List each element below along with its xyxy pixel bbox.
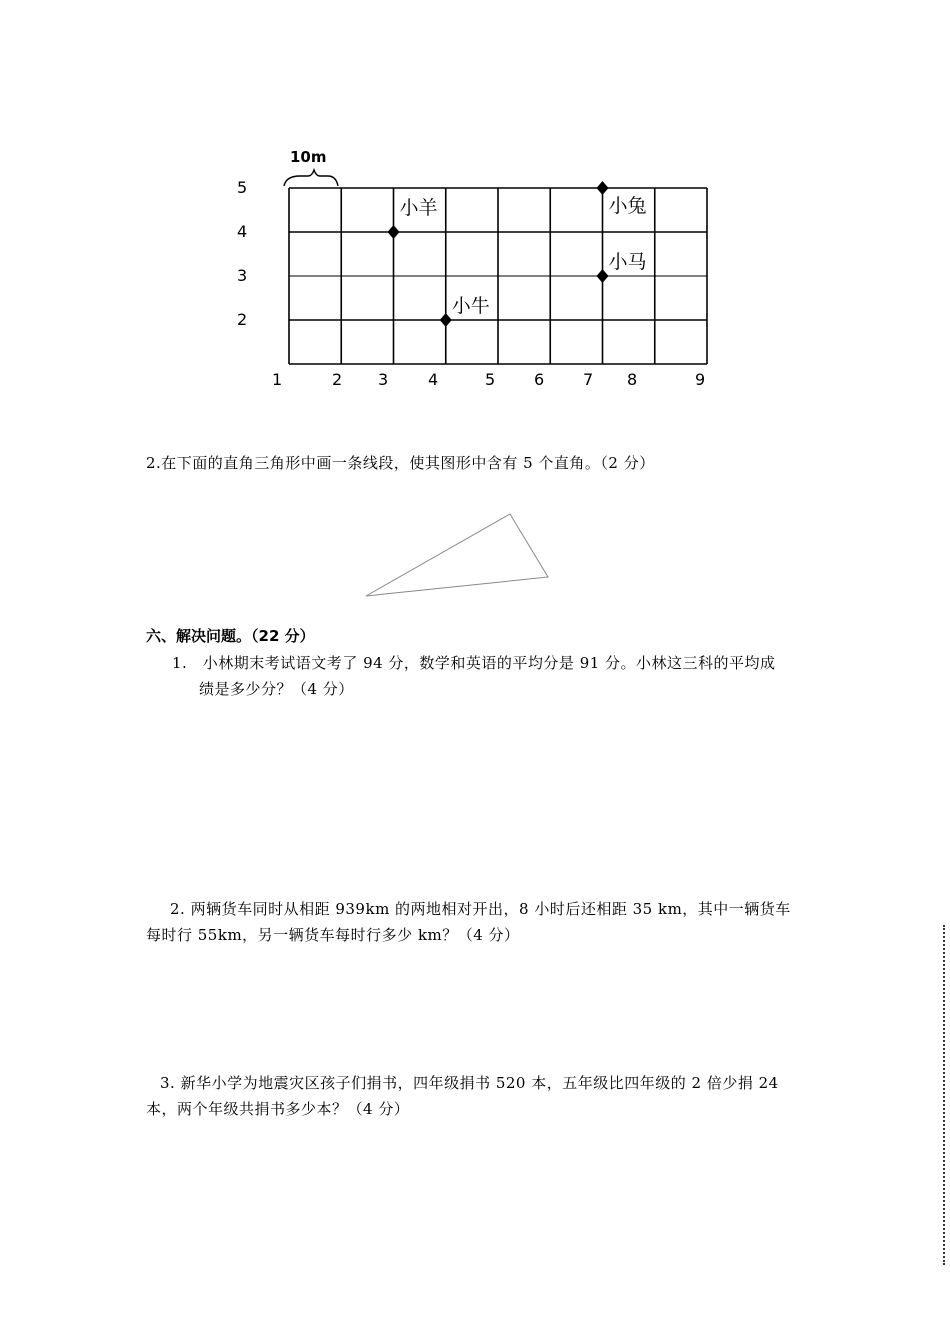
y-tick-label: 2 bbox=[237, 310, 248, 329]
y-axis-labels bbox=[237, 178, 247, 329]
scale-label: 10m bbox=[290, 148, 327, 166]
x-tick-label: 6 bbox=[534, 370, 545, 389]
x-tick-label: 3 bbox=[378, 370, 389, 389]
problem-2-line2: 每时行 55km，另一辆货车每时行多少 km？（4 分） bbox=[146, 926, 520, 944]
x-tick-label: 9 bbox=[695, 370, 706, 389]
problem-2 bbox=[146, 896, 791, 948]
grid-point bbox=[440, 295, 490, 327]
problem-3-line1: 3. 新华小学为地震灾区孩子们捐书，四年级捐书 520 本，五年级比四年级的 2 倍少捐 24 bbox=[160, 1074, 779, 1092]
x-tick-label: 5 bbox=[485, 370, 496, 389]
problem-3 bbox=[146, 1070, 779, 1122]
y-tick-label: 3 bbox=[237, 266, 248, 285]
point-marker bbox=[597, 181, 609, 195]
problem-1 bbox=[172, 650, 776, 702]
x-tick-label: 4 bbox=[428, 370, 439, 389]
grid-point bbox=[597, 251, 647, 283]
y-tick-label: 4 bbox=[237, 222, 248, 241]
point-marker bbox=[440, 313, 452, 327]
triangle-shape bbox=[366, 514, 548, 596]
grid-point bbox=[597, 181, 647, 217]
scale-brace bbox=[284, 170, 338, 186]
question-2-text: 2.在下面的直角三角形中画一条线段，使其图形中含有 5 个直角。（2 分） bbox=[146, 454, 655, 472]
right-triangle bbox=[360, 508, 560, 604]
coordinate-grid-figure bbox=[0, 0, 950, 400]
binding-margin-dotted-line bbox=[943, 925, 945, 1265]
y-tick-label: 5 bbox=[237, 178, 248, 197]
x-tick-label: 2 bbox=[332, 370, 343, 389]
point-label: 小兔 bbox=[608, 195, 647, 217]
problem-1-line1: 1. 小林期末考试语文考了 94 分，数学和英语的平均分是 91 分。小林这三科的平均成 bbox=[172, 654, 776, 672]
x-tick-label: 7 bbox=[583, 370, 594, 389]
point-label: 小羊 bbox=[399, 197, 438, 219]
point-marker bbox=[388, 225, 400, 239]
problem-1-line2: 绩是多少分？（4 分） bbox=[199, 680, 354, 698]
x-axis-labels bbox=[272, 370, 705, 389]
point-marker bbox=[597, 269, 609, 283]
x-tick-label: 1 bbox=[272, 370, 283, 389]
problem-2-line1: 2. 两辆货车同时从相距 939km 的两地相对开出，8 小时后还相距 35 km，其中一辆货车 bbox=[170, 900, 791, 918]
grid-points bbox=[388, 181, 647, 327]
x-tick-label: 8 bbox=[627, 370, 638, 389]
section-6-title: 六、解决问题。（22 分） bbox=[146, 627, 315, 645]
point-label: 小牛 bbox=[451, 295, 490, 317]
point-label: 小马 bbox=[608, 251, 647, 273]
problem-3-line2: 本，两个年级共捐书多少本？（4 分） bbox=[146, 1100, 410, 1118]
